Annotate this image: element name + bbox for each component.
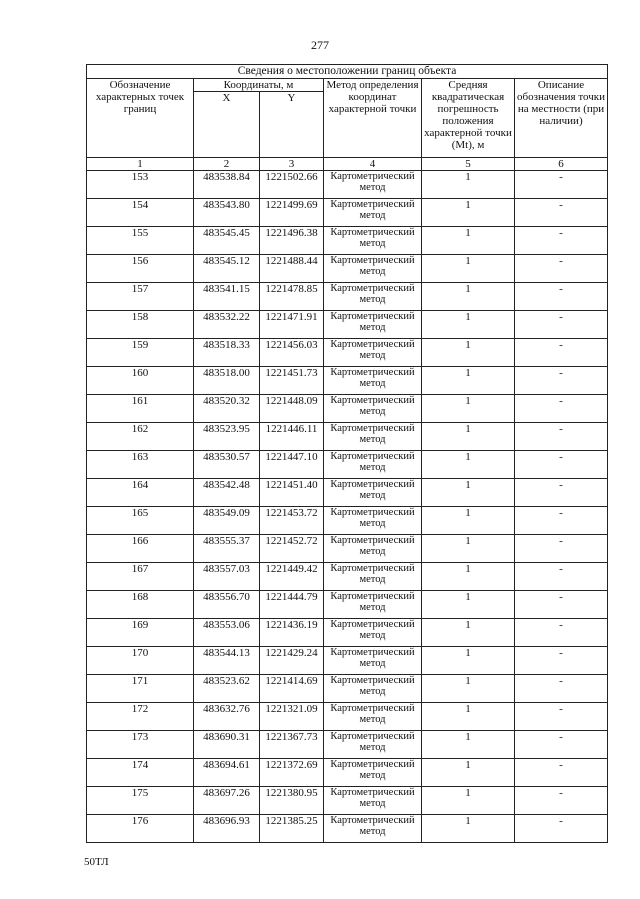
column-number: 1: [87, 158, 194, 171]
cell-point: 159: [87, 339, 194, 367]
cell-x: 483549.09: [194, 507, 260, 535]
cell-point: 165: [87, 507, 194, 535]
cell-point: 163: [87, 451, 194, 479]
cell-point: 155: [87, 227, 194, 255]
cell-y: 1221429.24: [260, 647, 324, 675]
cell-error: 1: [422, 591, 515, 619]
cell-description: -: [515, 815, 608, 843]
header-x: X: [194, 92, 260, 158]
cell-description: -: [515, 367, 608, 395]
cell-y: 1221447.10: [260, 451, 324, 479]
cell-method: Картометрический метод: [324, 255, 422, 283]
cell-x: 483543.80: [194, 199, 260, 227]
cell-method: Картометрический метод: [324, 563, 422, 591]
table-row: [87, 759, 608, 787]
cell-x: 483544.13: [194, 647, 260, 675]
table-title: Сведения о местоположении границ объекта: [87, 65, 608, 79]
cell-error: 1: [422, 451, 515, 479]
cell-x: 483520.32: [194, 395, 260, 423]
cell-description: -: [515, 227, 608, 255]
cell-y: 1221448.09: [260, 395, 324, 423]
cell-y: 1221449.42: [260, 563, 324, 591]
cell-error: 1: [422, 311, 515, 339]
cell-description: -: [515, 647, 608, 675]
cell-error: 1: [422, 283, 515, 311]
cell-y: 1221385.25: [260, 815, 324, 843]
cell-x: 483556.70: [194, 591, 260, 619]
cell-method: Картометрический метод: [324, 815, 422, 843]
table-row: [87, 255, 608, 283]
cell-x: 483694.61: [194, 759, 260, 787]
cell-method: Картометрический метод: [324, 647, 422, 675]
cell-point: 157: [87, 283, 194, 311]
cell-point: 171: [87, 675, 194, 703]
cell-method: Картометрический метод: [324, 311, 422, 339]
cell-description: -: [515, 395, 608, 423]
cell-method: Картометрический метод: [324, 423, 422, 451]
cell-error: 1: [422, 563, 515, 591]
cell-description: -: [515, 703, 608, 731]
cell-description: -: [515, 591, 608, 619]
cell-y: 1221451.40: [260, 479, 324, 507]
cell-point: 161: [87, 395, 194, 423]
cell-point: 174: [87, 759, 194, 787]
cell-y: 1221436.19: [260, 619, 324, 647]
footer-code: 50ТЛ: [84, 856, 109, 868]
cell-y: 1221321.09: [260, 703, 324, 731]
cell-x: 483523.62: [194, 675, 260, 703]
cell-method: Картометрический метод: [324, 339, 422, 367]
cell-error: 1: [422, 339, 515, 367]
cell-x: 483690.31: [194, 731, 260, 759]
cell-method: Картометрический метод: [324, 535, 422, 563]
cell-description: -: [515, 563, 608, 591]
cell-y: 1221453.72: [260, 507, 324, 535]
table-row: [87, 199, 608, 227]
cell-description: -: [515, 507, 608, 535]
cell-method: Картометрический метод: [324, 199, 422, 227]
table-row: [87, 703, 608, 731]
cell-y: 1221414.69: [260, 675, 324, 703]
cell-error: 1: [422, 787, 515, 815]
table-row: [87, 395, 608, 423]
table-row: [87, 339, 608, 367]
cell-x: 483696.93: [194, 815, 260, 843]
cell-method: Картометрический метод: [324, 731, 422, 759]
cell-method: Картометрический метод: [324, 171, 422, 199]
cell-x: 483532.22: [194, 311, 260, 339]
table-row: [87, 675, 608, 703]
cell-method: Картометрический метод: [324, 619, 422, 647]
cell-point: 156: [87, 255, 194, 283]
cell-point: 164: [87, 479, 194, 507]
cell-y: 1221451.73: [260, 367, 324, 395]
boundary-coordinates-table: [86, 64, 608, 843]
cell-error: 1: [422, 507, 515, 535]
table-row: [87, 591, 608, 619]
cell-x: 483542.48: [194, 479, 260, 507]
cell-y: 1221372.69: [260, 759, 324, 787]
cell-y: 1221456.03: [260, 339, 324, 367]
cell-method: Картометрический метод: [324, 283, 422, 311]
cell-error: 1: [422, 479, 515, 507]
cell-x: 483545.45: [194, 227, 260, 255]
cell-point: 170: [87, 647, 194, 675]
cell-point: 176: [87, 815, 194, 843]
header-y: Y: [260, 92, 324, 158]
cell-description: -: [515, 619, 608, 647]
cell-method: Картометрический метод: [324, 787, 422, 815]
cell-error: 1: [422, 675, 515, 703]
table-row: [87, 731, 608, 759]
cell-method: Картометрический метод: [324, 675, 422, 703]
cell-description: -: [515, 787, 608, 815]
table-row: [87, 535, 608, 563]
cell-y: 1221502.66: [260, 171, 324, 199]
cell-y: 1221452.72: [260, 535, 324, 563]
column-number: 4: [324, 158, 422, 171]
cell-x: 483545.12: [194, 255, 260, 283]
table-row: [87, 227, 608, 255]
cell-point: 169: [87, 619, 194, 647]
cell-point: 175: [87, 787, 194, 815]
cell-error: 1: [422, 367, 515, 395]
cell-point: 168: [87, 591, 194, 619]
cell-x: 483523.95: [194, 423, 260, 451]
cell-method: Картометрический метод: [324, 703, 422, 731]
cell-x: 483541.15: [194, 283, 260, 311]
cell-point: 154: [87, 199, 194, 227]
cell-description: -: [515, 199, 608, 227]
table-row: [87, 283, 608, 311]
table-row: [87, 171, 608, 199]
column-number: 2: [194, 158, 260, 171]
cell-error: 1: [422, 731, 515, 759]
cell-point: 153: [87, 171, 194, 199]
table-row: [87, 367, 608, 395]
cell-description: -: [515, 479, 608, 507]
cell-error: 1: [422, 255, 515, 283]
cell-y: 1221499.69: [260, 199, 324, 227]
header-coordinates: Координаты, м: [194, 79, 324, 92]
page-number: 277: [311, 38, 329, 52]
cell-error: 1: [422, 227, 515, 255]
column-number: 5: [422, 158, 515, 171]
cell-method: Картометрический метод: [324, 395, 422, 423]
cell-y: 1221496.38: [260, 227, 324, 255]
cell-point: 173: [87, 731, 194, 759]
cell-error: 1: [422, 395, 515, 423]
cell-x: 483557.03: [194, 563, 260, 591]
cell-description: -: [515, 759, 608, 787]
cell-method: Картометрический метод: [324, 367, 422, 395]
cell-x: 483518.33: [194, 339, 260, 367]
cell-description: -: [515, 451, 608, 479]
table-row: [87, 507, 608, 535]
cell-error: 1: [422, 815, 515, 843]
cell-y: 1221488.44: [260, 255, 324, 283]
cell-y: 1221446.11: [260, 423, 324, 451]
cell-description: -: [515, 423, 608, 451]
table-row: [87, 815, 608, 843]
cell-error: 1: [422, 423, 515, 451]
table-row: [87, 619, 608, 647]
cell-x: 483530.57: [194, 451, 260, 479]
cell-method: Картометрический метод: [324, 451, 422, 479]
cell-error: 1: [422, 703, 515, 731]
column-number: 6: [515, 158, 608, 171]
header-method: Метод определения координат характерной точки: [324, 79, 422, 158]
cell-x: 483697.26: [194, 787, 260, 815]
cell-point: 172: [87, 703, 194, 731]
column-number: 3: [260, 158, 324, 171]
cell-x: 483632.76: [194, 703, 260, 731]
cell-method: Картометрический метод: [324, 227, 422, 255]
cell-y: 1221478.85: [260, 283, 324, 311]
cell-description: -: [515, 675, 608, 703]
column-number-row: [87, 158, 608, 171]
header-error: Средняя квадратическая погрешность положения характерной точки (Mt), м: [422, 79, 515, 158]
cell-description: -: [515, 731, 608, 759]
cell-method: Картометрический метод: [324, 591, 422, 619]
cell-error: 1: [422, 171, 515, 199]
cell-error: 1: [422, 619, 515, 647]
cell-method: Картометрический метод: [324, 759, 422, 787]
table-row: [87, 311, 608, 339]
table-row: [87, 787, 608, 815]
cell-error: 1: [422, 759, 515, 787]
cell-y: 1221367.73: [260, 731, 324, 759]
cell-x: 483555.37: [194, 535, 260, 563]
table-row: [87, 647, 608, 675]
cell-point: 158: [87, 311, 194, 339]
cell-x: 483553.06: [194, 619, 260, 647]
cell-point: 166: [87, 535, 194, 563]
cell-point: 167: [87, 563, 194, 591]
cell-description: -: [515, 255, 608, 283]
cell-y: 1221444.79: [260, 591, 324, 619]
cell-error: 1: [422, 535, 515, 563]
cell-x: 483518.00: [194, 367, 260, 395]
cell-error: 1: [422, 199, 515, 227]
cell-error: 1: [422, 647, 515, 675]
cell-point: 160: [87, 367, 194, 395]
cell-description: -: [515, 535, 608, 563]
table-row: [87, 479, 608, 507]
cell-x: 483538.84: [194, 171, 260, 199]
header-description: Описание обозначения точки на местности (при наличии): [515, 79, 608, 158]
cell-description: -: [515, 283, 608, 311]
cell-y: 1221380.95: [260, 787, 324, 815]
cell-point: 162: [87, 423, 194, 451]
table-row: [87, 423, 608, 451]
cell-description: -: [515, 171, 608, 199]
cell-description: -: [515, 311, 608, 339]
table-row: [87, 451, 608, 479]
cell-y: 1221471.91: [260, 311, 324, 339]
cell-method: Картометрический метод: [324, 479, 422, 507]
cell-method: Картометрический метод: [324, 507, 422, 535]
table-row: [87, 563, 608, 591]
cell-description: -: [515, 339, 608, 367]
header-point-designation: Обозначение характерных точек границ: [87, 79, 194, 158]
